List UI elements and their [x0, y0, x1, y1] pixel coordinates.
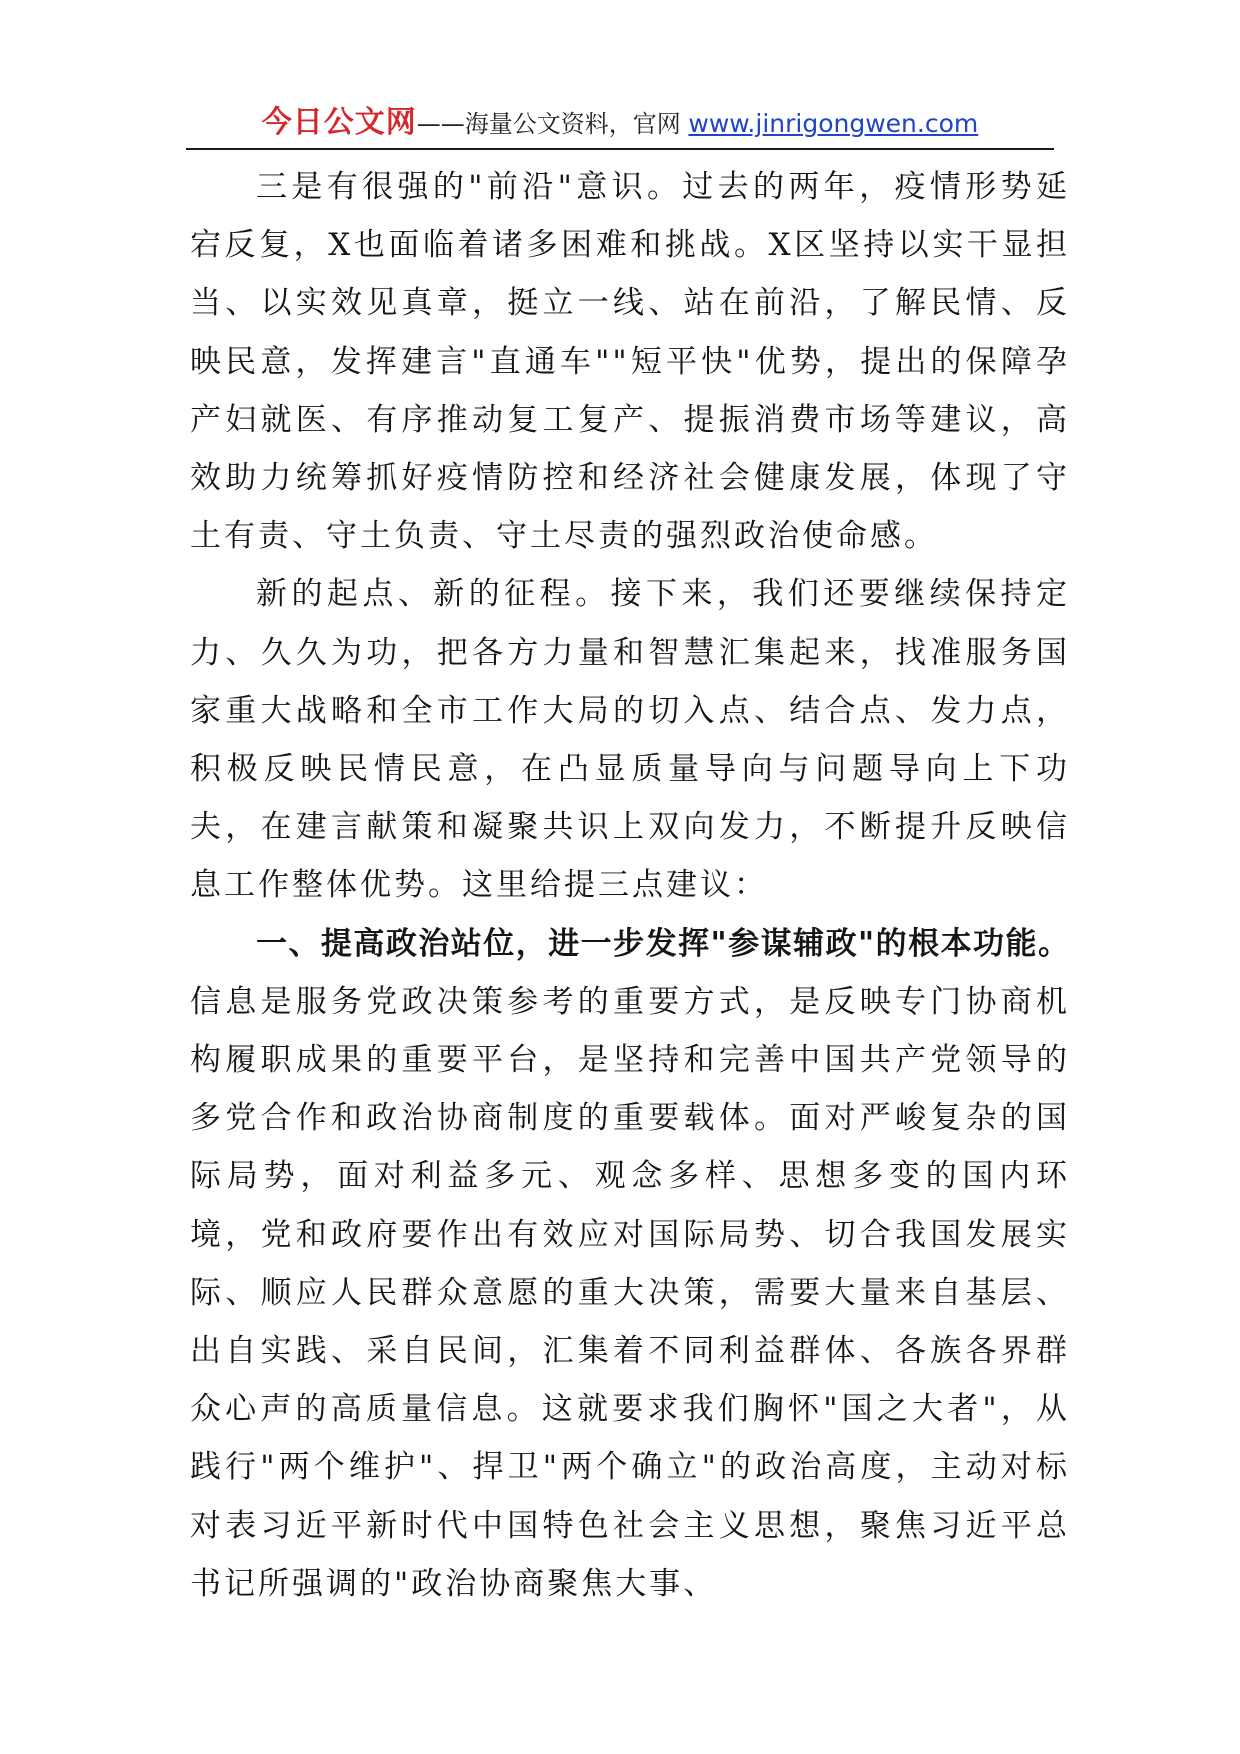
paragraph-new-journey: 新的起点、新的征程。接下来，我们还要继续保持定力、久久为功，把各方力量和智慧汇集起来，找准服务国家重大战略和全市工作大局的切入点、结合点、发力点，积极反映民情民意，在凸显质量导向与问题导向上下功夫，在建言献策和凝聚共识上双向发力，不断提升反映信息工作整体优势。这里给提三点建议：: [190, 576, 1070, 904]
page-header: [186, 103, 1054, 147]
document-body: [190, 158, 1070, 1613]
website-link[interactable]: www.jinrigongwen.com: [688, 109, 979, 138]
paragraph-frontline-awareness: 三是有很强的"前沿"意识。过去的两年，疫情形势延宕反复，X也面临着诸多困难和挑战。X区坚持以实干显担当、以实效见真章，挺立一线、站在前沿，了解民情、反映民意，发挥建言"直通车""短平快"优势，提出的保障孕产妇就医、有序推动复工复产、提振消费市场等建议，高效助力统筹抓好疫情防控和经济社会健康发展，体现了守土有责、守土负责、守土尽责的强烈政治使命感。: [190, 169, 1070, 555]
header-tagline: ——海量公文资料，官网: [416, 110, 689, 138]
header-divider: [186, 148, 1054, 150]
section-one: [190, 915, 1070, 1613]
brand-logo-text: 今日公文网: [261, 105, 417, 140]
section-one-text: 信息是服务党政决策参考的重要方式，是反映专门协商机构履职成果的重要平台，是坚持和完善中国共产党领导的多党合作和政治协商制度的重要载体。面对严峻复杂的国际局势，面对利益多元、观念多样、思想多变的国内环境，党和政府要作出有效应对国际局势、切合我国发展实际、顺应人民群众意愿的重大决策，需要大量来自基层、出自实践、采自民间，汇集着不同利益群体、各族各界群众心声的高质量信息。这就要求我们胸怀"国之大者"，从践行"两个维护"、捍卫"两个确立"的政治高度，主动对标对表习近平新时代中国特色社会主义思想，聚焦习近平总书记所强调的"政治协商聚焦大事、: [190, 983, 1070, 1602]
section-one-heading: 一、提高政治站位，进一步发挥"参谋辅政"的根本功能。: [256, 925, 1070, 962]
